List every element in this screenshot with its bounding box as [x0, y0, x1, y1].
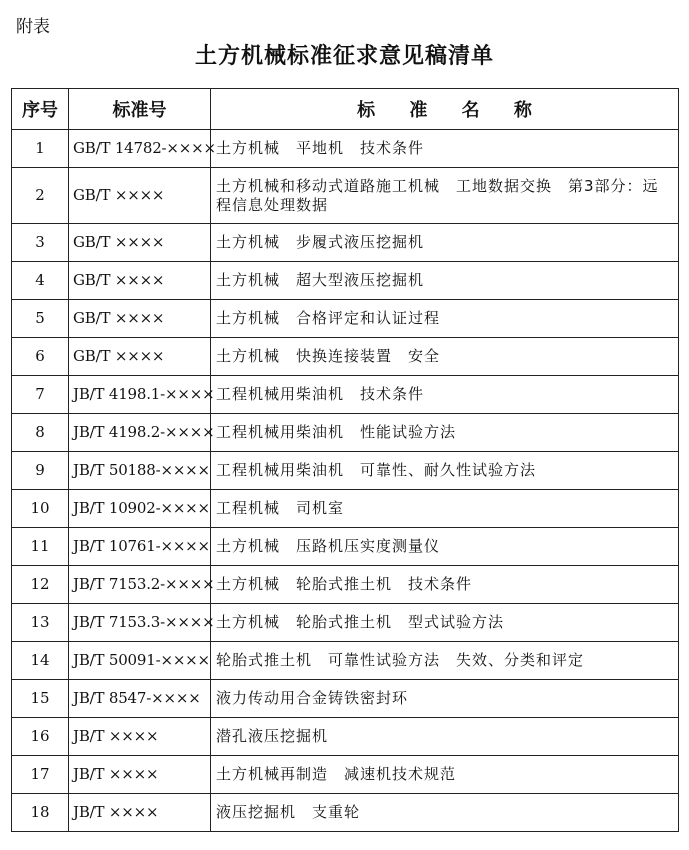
row-seq: 15 — [12, 680, 69, 718]
row-standard-name: 土方机械再制造 减速机技术规范 — [211, 756, 679, 794]
table-row — [12, 528, 679, 566]
row-standard-name: 土方机械和移动式道路施工机械 工地数据交换 第3部分：远程信息处理数据 — [211, 168, 679, 224]
row-seq: 14 — [12, 642, 69, 680]
row-standard-name: 工程机械 司机室 — [211, 490, 679, 528]
table-row — [12, 604, 679, 642]
row-seq: 1 — [12, 130, 69, 168]
row-standard-name: 工程机械用柴油机 可靠性、耐久性试验方法 — [211, 452, 679, 490]
row-standard-name: 土方机械 压路机压实度测量仪 — [211, 528, 679, 566]
row-seq: 4 — [12, 262, 69, 300]
table-row — [12, 338, 679, 376]
row-standard-name: 轮胎式推土机 可靠性试验方法 失效、分类和评定 — [211, 642, 679, 680]
row-standard-name: 土方机械 轮胎式推土机 技术条件 — [211, 566, 679, 604]
row-standard-code: JB/T ×××× — [69, 794, 211, 832]
row-seq: 13 — [12, 604, 69, 642]
table-row — [12, 490, 679, 528]
row-standard-name: 液力传动用合金铸铁密封环 — [211, 680, 679, 718]
row-standard-code: JB/T 10902-×××× — [69, 490, 211, 528]
row-standard-code: JB/T 4198.1-×××× — [69, 376, 211, 414]
standards-table — [11, 88, 679, 832]
table-row — [12, 566, 679, 604]
row-standard-name: 潜孔液压挖掘机 — [211, 718, 679, 756]
table-row — [12, 680, 679, 718]
row-standard-name: 工程机械用柴油机 性能试验方法 — [211, 414, 679, 452]
table-header-row — [12, 89, 679, 130]
row-seq: 5 — [12, 300, 69, 338]
row-seq: 16 — [12, 718, 69, 756]
row-standard-name: 工程机械用柴油机 技术条件 — [211, 376, 679, 414]
row-seq: 18 — [12, 794, 69, 832]
row-standard-code: JB/T 50188-×××× — [69, 452, 211, 490]
table-row — [12, 376, 679, 414]
row-seq: 10 — [12, 490, 69, 528]
row-standard-code: JB/T ×××× — [69, 718, 211, 756]
row-seq: 11 — [12, 528, 69, 566]
row-standard-name: 土方机械 平地机 技术条件 — [211, 130, 679, 168]
table-row — [12, 452, 679, 490]
row-standard-code: GB/T ×××× — [69, 224, 211, 262]
row-standard-code: JB/T 7153.2-×××× — [69, 566, 211, 604]
page-title: 土方机械标准征求意见稿清单 — [194, 44, 494, 69]
row-seq: 12 — [12, 566, 69, 604]
table-row — [12, 300, 679, 338]
row-seq: 8 — [12, 414, 69, 452]
row-standard-name: 土方机械 轮胎式推土机 型式试验方法 — [211, 604, 679, 642]
row-standard-name: 液压挖掘机 支重轮 — [211, 794, 679, 832]
row-standard-code: JB/T 50091-×××× — [69, 642, 211, 680]
row-standard-code: GB/T ×××× — [69, 262, 211, 300]
row-standard-code: GB/T ×××× — [69, 300, 211, 338]
table-row — [12, 130, 679, 168]
row-standard-name: 土方机械 步履式液压挖掘机 — [211, 224, 679, 262]
column-header-seq: 序号 — [12, 89, 69, 130]
row-standard-code: GB/T ×××× — [69, 338, 211, 376]
row-standard-name: 土方机械 快换连接装置 安全 — [211, 338, 679, 376]
table-row — [12, 224, 679, 262]
row-standard-code: JB/T 7153.3-×××× — [69, 604, 211, 642]
table-row — [12, 262, 679, 300]
row-seq: 6 — [12, 338, 69, 376]
attachment-label: 附表 — [16, 17, 50, 37]
table-row — [12, 414, 679, 452]
row-seq: 9 — [12, 452, 69, 490]
row-standard-code: JB/T 10761-×××× — [69, 528, 211, 566]
row-standard-code: JB/T 8547-×××× — [69, 680, 211, 718]
row-seq: 2 — [12, 168, 69, 224]
row-standard-name: 土方机械 合格评定和认证过程 — [211, 300, 679, 338]
table-row — [12, 168, 679, 224]
row-standard-code: JB/T 4198.2-×××× — [69, 414, 211, 452]
row-standard-code: JB/T ×××× — [69, 756, 211, 794]
row-seq: 17 — [12, 756, 69, 794]
row-standard-code: GB/T 14782-×××× — [69, 130, 211, 168]
table-row — [12, 642, 679, 680]
row-standard-name: 土方机械 超大型液压挖掘机 — [211, 262, 679, 300]
row-standard-code: GB/T ×××× — [69, 168, 211, 224]
table-row — [12, 794, 679, 832]
column-header-name: 标 准 名 称 — [211, 89, 679, 130]
row-seq: 3 — [12, 224, 69, 262]
table-row — [12, 756, 679, 794]
column-header-code: 标准号 — [69, 89, 211, 130]
row-seq: 7 — [12, 376, 69, 414]
table-row — [12, 718, 679, 756]
